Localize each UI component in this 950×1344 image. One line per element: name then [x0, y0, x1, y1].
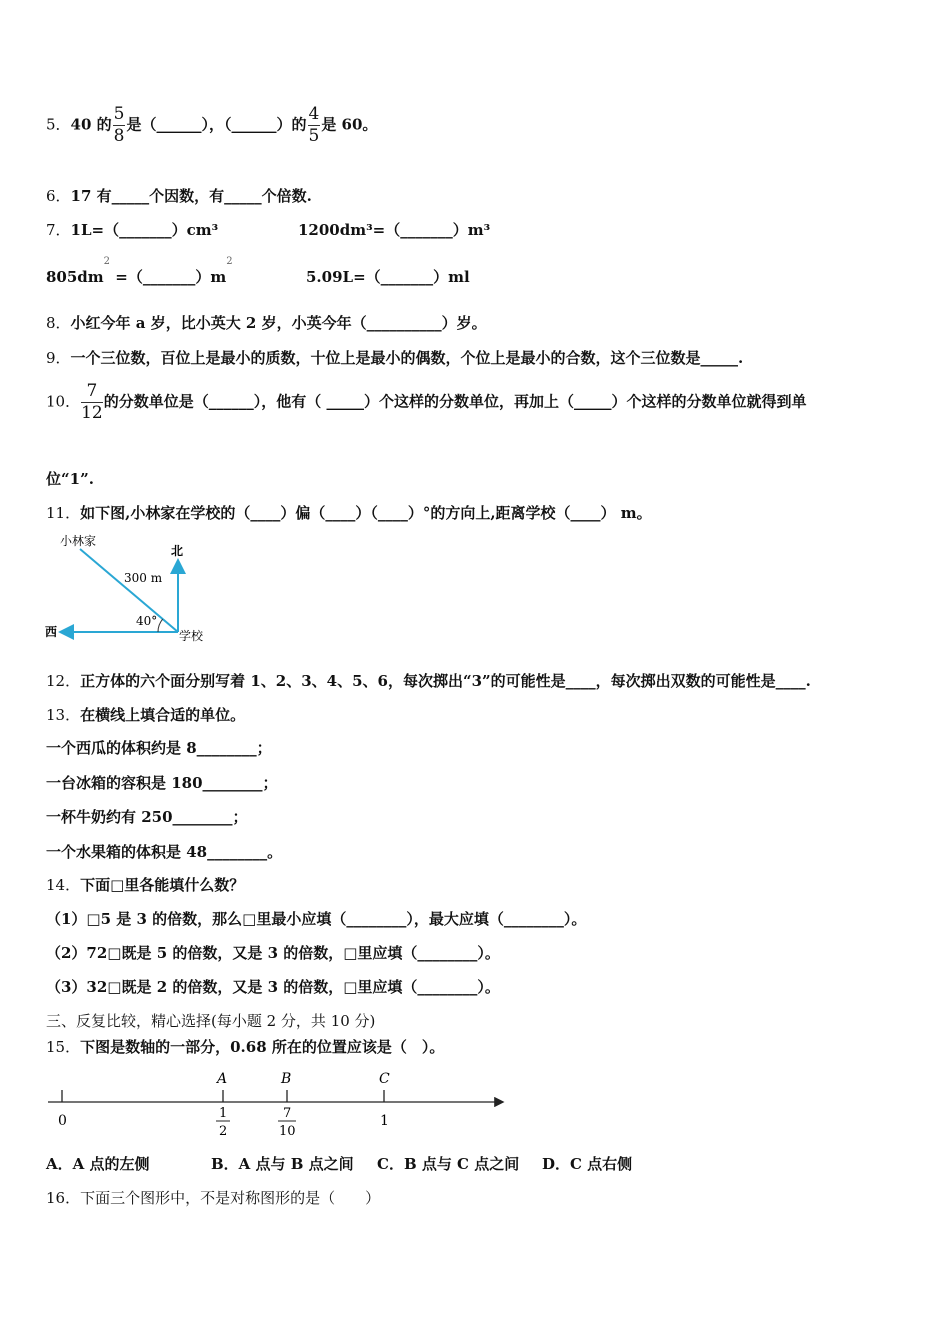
question-number: 11．: [46, 504, 81, 522]
fraction-4-5: $\frac{4}{5}$: [308, 104, 320, 146]
q5-text-1: 40 的: [70, 115, 112, 134]
point-b-label: B: [281, 1071, 292, 1087]
question-8: [46, 313, 487, 333]
q5-text-3: 是 60。: [321, 115, 378, 134]
question-16: [46, 1188, 380, 1208]
q13-text: 在横线上填合适的单位。: [80, 706, 246, 724]
question-number: 13．: [46, 706, 81, 724]
q10-text: 的分数单位是（______），他有（ _____）个这样的分数单位，再加上（_____）个这样的分数单位就得到单: [103, 392, 807, 411]
question-13: [46, 705, 245, 725]
half-denominator: 2: [219, 1124, 228, 1139]
school-label: 学校: [179, 629, 204, 643]
q13-item: 一杯牛奶约有 250________；: [46, 808, 248, 826]
question-number: 5．: [46, 115, 71, 134]
angle-label: 40°: [136, 614, 158, 628]
question-5: [46, 106, 377, 145]
point-c-label: C: [379, 1071, 390, 1087]
question-number: 14．: [46, 876, 81, 894]
q13-item: 一台冰箱的容积是 180________；: [46, 774, 278, 792]
q15-option-b[interactable]: B．A 点与 B 点之间: [211, 1155, 354, 1173]
q14-item: （1）□5 是 3 的倍数，那么□里最小应填（________），最大应填（________）。: [46, 910, 587, 928]
question-11: [46, 503, 652, 523]
q5-text-2: 是（______），（______）的: [126, 115, 307, 134]
q14-text: 下面□里各能填什么数？: [80, 876, 245, 894]
question-15: [46, 1037, 444, 1057]
question-number: 12．: [46, 672, 81, 690]
seven-tenths-denominator: 10: [279, 1124, 296, 1139]
question-14: [46, 875, 244, 895]
point-a-label: A: [217, 1071, 228, 1087]
question-7a: [46, 220, 218, 240]
q15-option-c[interactable]: C．B 点与 C 点之间: [377, 1155, 520, 1173]
q7-part-c1: 805dm: [46, 268, 104, 286]
question-7d: [306, 267, 470, 287]
q13-item: 一个西瓜的体积约是 8________；: [46, 739, 272, 757]
q14-item: （3）32□既是 2 的倍数，又是 3 的倍数，□里应填（________）。: [46, 978, 500, 996]
q7-part-c2: =（_______）m: [115, 268, 227, 286]
question-number: 16．: [46, 1189, 81, 1207]
seven-tenths-numerator: 7: [283, 1106, 292, 1121]
question-number: 10．: [46, 392, 81, 411]
question-number: 8．: [46, 314, 71, 332]
one-label: 1: [380, 1113, 389, 1129]
fraction-7-12: $\frac{7}{12}$: [81, 381, 103, 423]
q15-text: 下图是数轴的一部分，0.68 所在的位置应该是（ ）。: [80, 1038, 445, 1056]
q15-option-a[interactable]: A．A 点的左侧: [46, 1155, 150, 1173]
question-10: [46, 383, 806, 422]
fraction-5-8: $\frac{5}{8}$: [113, 104, 125, 146]
q8-text: 小红今年 a 岁，比小英大 2 岁，小英今年（__________）岁。: [70, 314, 487, 332]
q9-text: 一个三位数，百位上是最小的质数，十位上是最小的偶数，个位上是最小的合数，这个三位数是_____.: [70, 349, 744, 367]
question-7b: [298, 220, 490, 240]
direction-figure: [40, 528, 230, 648]
q11-text: 如下图,小林家在学校的（____）偏（____）（____）°的方向上,距离学校（____） m。: [80, 504, 652, 522]
home-line: [80, 549, 178, 632]
zero-label: 0: [58, 1113, 67, 1129]
q7-part-a: 1L=（_______）cm³: [70, 221, 219, 239]
q15-option-d[interactable]: D．C 点右侧: [542, 1155, 633, 1173]
home-label: 小林家: [60, 534, 97, 548]
question-number: 15．: [46, 1038, 81, 1056]
north-label: 北: [171, 544, 184, 558]
superscript: 2: [226, 256, 233, 267]
angle-arc: [158, 619, 163, 632]
question-12: [46, 671, 811, 691]
question-6: [46, 186, 312, 206]
q7-part-b: 1200dm³=（_______）m³: [298, 221, 491, 239]
number-line: [40, 1065, 520, 1145]
q12-text: 正方体的六个面分别写着 1、2、3、4、5、6，每次掷出“3”的可能性是____，每次掷出双数的可能性是____.: [80, 672, 811, 690]
superscript: 2: [103, 256, 111, 267]
q10-cont: 位“1”.: [46, 470, 94, 488]
west-label: 西: [45, 625, 58, 639]
q13-item: 一个水果箱的体积是 48________。: [46, 843, 283, 861]
q6-text: 17 有_____个因数，有_____个倍数.: [70, 187, 312, 205]
question-10-continued: [46, 469, 94, 489]
question-9: [46, 348, 743, 368]
section-3-heading: 三、反复比较，精心选择(每小题 2 分，共 10 分): [46, 1012, 376, 1030]
q7-part-d: 5.09L=（_______）ml: [306, 268, 470, 286]
question-number: 7．: [46, 221, 71, 239]
q16-text: 下面三个图形中，不是对称图形的是（ ）: [80, 1189, 381, 1207]
half-numerator: 1: [219, 1106, 228, 1121]
distance-label: 300 m: [124, 571, 163, 585]
question-number: 6．: [46, 187, 71, 205]
question-7c: [46, 256, 233, 290]
q14-item: （2）72□既是 5 的倍数，又是 3 的倍数，□里应填（________）。: [46, 944, 500, 962]
question-number: 9．: [46, 349, 71, 367]
